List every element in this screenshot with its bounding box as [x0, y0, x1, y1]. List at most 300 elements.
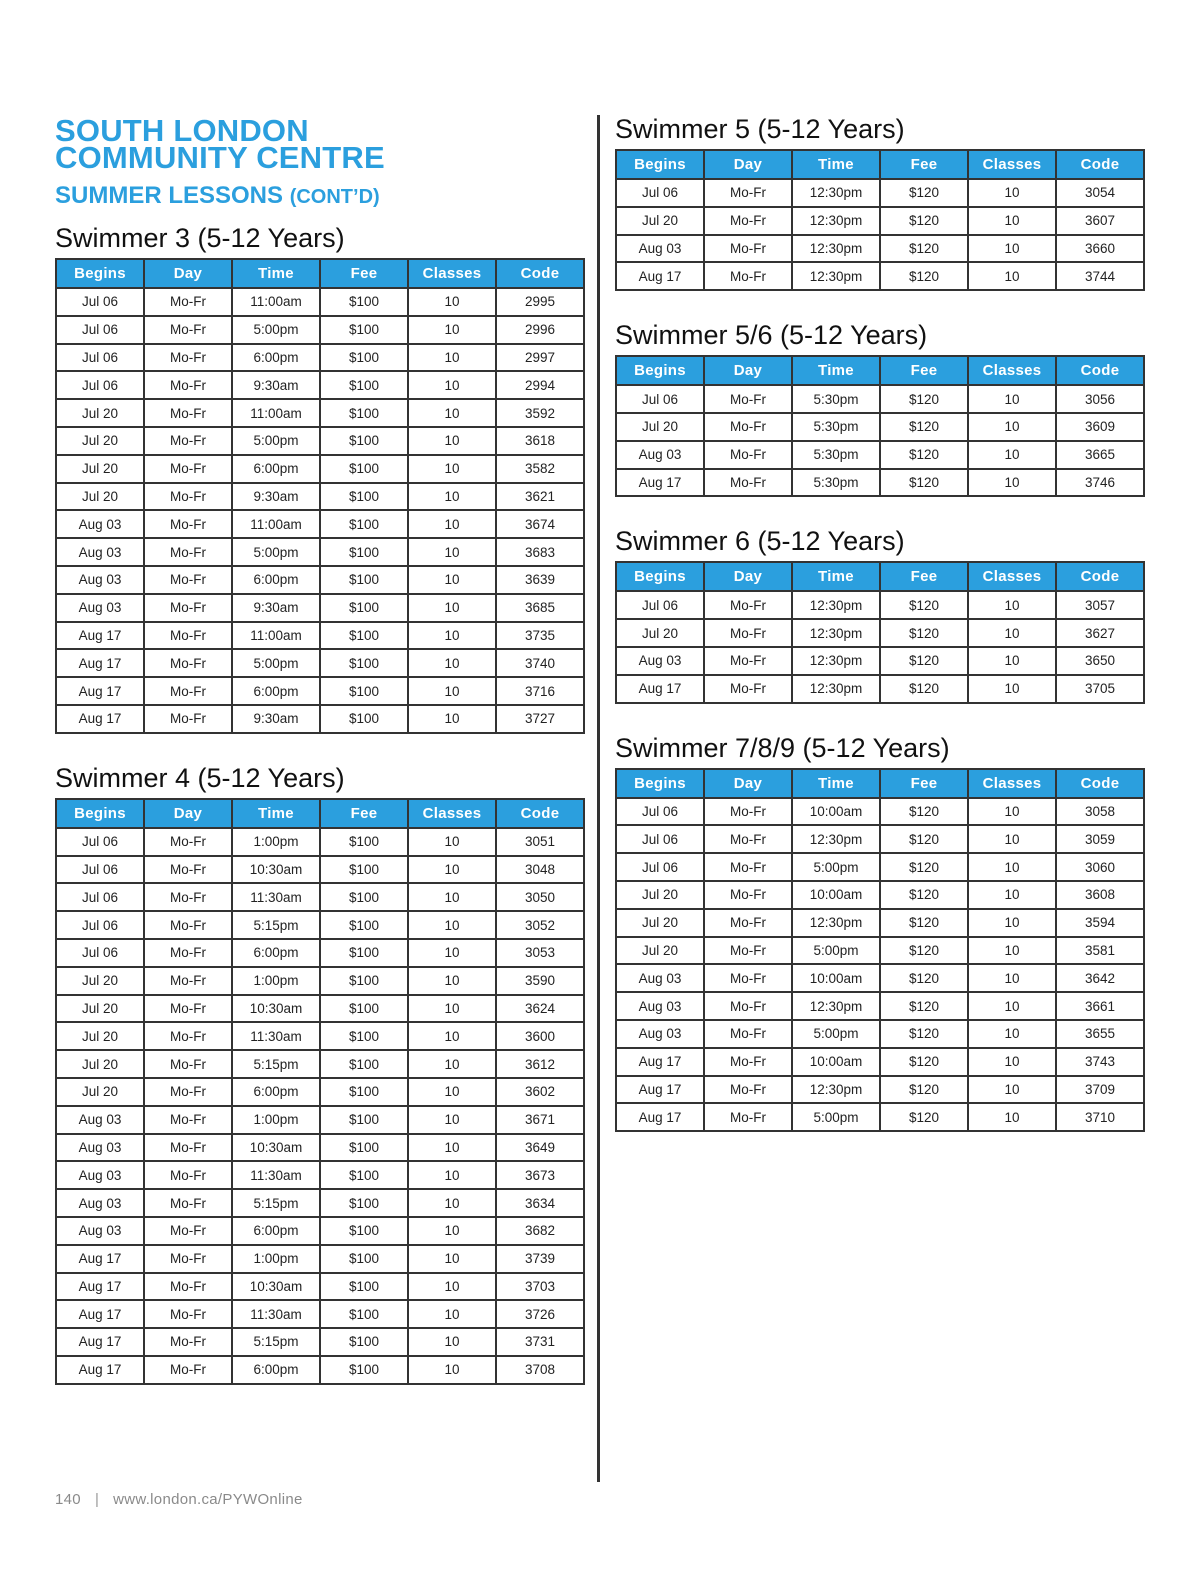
cell-code: 3609 [1056, 413, 1144, 441]
column-header-day: Day [704, 562, 792, 591]
cell-begins: Jul 06 [616, 385, 704, 413]
centre-title-line2: COMMUNITY CENTRE [55, 140, 385, 175]
cell-code: 3058 [1056, 798, 1144, 826]
cell-fee: $120 [880, 675, 968, 703]
table-row [616, 441, 1144, 469]
cell-begins: Jul 06 [56, 316, 144, 344]
column-header-begins: Begins [56, 799, 144, 828]
cell-day: Mo-Fr [144, 622, 232, 650]
table-row [56, 399, 584, 427]
cell-day: Mo-Fr [144, 316, 232, 344]
cell-fee: $100 [320, 622, 408, 650]
cell-time: 12:30pm [792, 619, 880, 647]
cell-day: Mo-Fr [144, 649, 232, 677]
cell-day: Mo-Fr [704, 591, 792, 619]
table-row [616, 619, 1144, 647]
cell-code: 3600 [496, 1022, 584, 1050]
cell-fee: $100 [320, 1328, 408, 1356]
cell-time: 11:30am [232, 1161, 320, 1189]
cell-time: 6:00pm [232, 1078, 320, 1106]
cell-classes: 10 [408, 566, 496, 594]
cell-day: Mo-Fr [144, 1245, 232, 1273]
cell-begins: Aug 17 [616, 675, 704, 703]
cell-code: 3621 [496, 483, 584, 511]
cell-day: Mo-Fr [704, 469, 792, 497]
table-row [56, 344, 584, 372]
table-row [56, 1022, 584, 1050]
cell-begins: Jul 06 [616, 798, 704, 826]
column-header-time: Time [792, 356, 880, 385]
cell-code: 3590 [496, 967, 584, 995]
cell-fee: $100 [320, 1134, 408, 1162]
cell-fee: $100 [320, 316, 408, 344]
cell-time: 12:30pm [792, 179, 880, 207]
centre-title-line1: SOUTH LONDON [55, 113, 309, 148]
cell-begins: Aug 03 [56, 1189, 144, 1217]
cell-fee: $120 [880, 1103, 968, 1131]
cell-day: Mo-Fr [144, 939, 232, 967]
cell-day: Mo-Fr [704, 441, 792, 469]
column-header-time: Time [232, 259, 320, 288]
cell-day: Mo-Fr [704, 675, 792, 703]
section-title: Swimmer 5 (5-12 Years) [615, 114, 905, 144]
cell-day: Mo-Fr [704, 1076, 792, 1104]
cell-fee: $100 [320, 483, 408, 511]
table-row [56, 1134, 584, 1162]
cell-classes: 10 [968, 591, 1056, 619]
table-row [616, 647, 1144, 675]
column-header-time: Time [792, 769, 880, 798]
table-row [56, 594, 584, 622]
cell-time: 10:30am [232, 995, 320, 1023]
table-row [56, 371, 584, 399]
cell-day: Mo-Fr [144, 566, 232, 594]
cell-begins: Jul 06 [56, 939, 144, 967]
cell-fee: $120 [880, 1076, 968, 1104]
cell-begins: Aug 17 [56, 677, 144, 705]
cell-classes: 10 [968, 964, 1056, 992]
cell-day: Mo-Fr [144, 1050, 232, 1078]
column-divider [597, 115, 600, 1482]
cell-begins: Jul 06 [616, 825, 704, 853]
footer-url[interactable]: www.london.ca/PYWOnline [113, 1491, 303, 1508]
table-row [56, 1300, 584, 1328]
cell-time: 6:00pm [232, 939, 320, 967]
cell-classes: 10 [408, 1022, 496, 1050]
cell-classes: 10 [968, 992, 1056, 1020]
cell-classes: 10 [408, 1106, 496, 1134]
cell-begins: Aug 03 [56, 1161, 144, 1189]
cell-begins: Jul 06 [616, 853, 704, 881]
cell-day: Mo-Fr [144, 455, 232, 483]
cell-day: Mo-Fr [144, 995, 232, 1023]
cell-time: 5:15pm [232, 1050, 320, 1078]
table-row [616, 881, 1144, 909]
cell-fee: $120 [880, 881, 968, 909]
column-header-fee: Fee [320, 799, 408, 828]
table-row [56, 1245, 584, 1273]
cell-classes: 10 [408, 483, 496, 511]
cell-classes: 10 [408, 705, 496, 733]
section-swimmer-6 [615, 525, 1145, 703]
cell-code: 3054 [1056, 179, 1144, 207]
cell-day: Mo-Fr [704, 964, 792, 992]
column-header-code: Code [1056, 356, 1144, 385]
cell-time: 6:00pm [232, 1356, 320, 1384]
cell-code: 3655 [1056, 1020, 1144, 1048]
cell-day: Mo-Fr [144, 1106, 232, 1134]
column-header-time: Time [232, 799, 320, 828]
cell-begins: Jul 06 [56, 856, 144, 884]
cell-classes: 10 [408, 1078, 496, 1106]
cell-classes: 10 [968, 853, 1056, 881]
cell-time: 10:30am [232, 856, 320, 884]
cell-classes: 10 [968, 207, 1056, 235]
table-row [56, 1106, 584, 1134]
column-header-classes: Classes [968, 769, 1056, 798]
cell-day: Mo-Fr [144, 1189, 232, 1217]
cell-classes: 10 [968, 909, 1056, 937]
table-row [56, 622, 584, 650]
cell-fee: $100 [320, 883, 408, 911]
cell-begins: Aug 03 [56, 1217, 144, 1245]
table-row [56, 1356, 584, 1384]
cell-classes: 10 [408, 371, 496, 399]
cell-begins: Jul 06 [616, 591, 704, 619]
cell-day: Mo-Fr [144, 1356, 232, 1384]
cell-fee: $120 [880, 964, 968, 992]
cell-code: 3582 [496, 455, 584, 483]
cell-begins: Aug 17 [616, 1048, 704, 1076]
cell-classes: 10 [968, 441, 1056, 469]
cell-begins: Jul 06 [56, 883, 144, 911]
cell-begins: Aug 03 [56, 1134, 144, 1162]
cell-time: 6:00pm [232, 1217, 320, 1245]
column-header-code: Code [1056, 769, 1144, 798]
cell-classes: 10 [408, 538, 496, 566]
cell-time: 12:30pm [792, 647, 880, 675]
cell-code: 3052 [496, 911, 584, 939]
cell-classes: 10 [968, 825, 1056, 853]
cell-classes: 10 [968, 413, 1056, 441]
column-header-classes: Classes [408, 259, 496, 288]
cell-code: 3716 [496, 677, 584, 705]
cell-code: 3673 [496, 1161, 584, 1189]
cell-classes: 10 [408, 427, 496, 455]
table-row [56, 967, 584, 995]
cell-begins: Jul 20 [56, 967, 144, 995]
table-row [56, 1189, 584, 1217]
cell-time: 12:30pm [792, 825, 880, 853]
cell-classes: 10 [408, 1217, 496, 1245]
cell-begins: Aug 03 [616, 441, 704, 469]
cell-time: 11:00am [232, 510, 320, 538]
cell-classes: 10 [408, 967, 496, 995]
cell-time: 11:00am [232, 288, 320, 316]
cell-code: 3665 [1056, 441, 1144, 469]
table-row [56, 316, 584, 344]
column-header-fee: Fee [880, 769, 968, 798]
cell-time: 1:00pm [232, 828, 320, 856]
cell-time: 5:00pm [232, 316, 320, 344]
cell-classes: 10 [968, 469, 1056, 497]
cell-day: Mo-Fr [144, 483, 232, 511]
cell-fee: $120 [880, 262, 968, 290]
cell-code: 3607 [1056, 207, 1144, 235]
cell-begins: Jul 06 [616, 179, 704, 207]
cell-classes: 10 [408, 883, 496, 911]
section-swimmer-3 [55, 222, 585, 734]
cell-day: Mo-Fr [704, 853, 792, 881]
cell-classes: 10 [408, 939, 496, 967]
table-header-row [616, 356, 1144, 385]
table-row [56, 939, 584, 967]
cell-fee: $120 [880, 909, 968, 937]
cell-fee: $100 [320, 1245, 408, 1273]
cell-fee: $100 [320, 1106, 408, 1134]
cell-day: Mo-Fr [144, 1300, 232, 1328]
cell-classes: 10 [408, 510, 496, 538]
cell-fee: $100 [320, 538, 408, 566]
cell-begins: Jul 06 [56, 288, 144, 316]
cell-day: Mo-Fr [144, 371, 232, 399]
cell-classes: 10 [968, 881, 1056, 909]
table-row [616, 591, 1144, 619]
cell-code: 3660 [1056, 235, 1144, 263]
table-row [56, 1050, 584, 1078]
table-row [56, 911, 584, 939]
column-header-begins: Begins [616, 562, 704, 591]
cell-classes: 10 [408, 1161, 496, 1189]
cell-day: Mo-Fr [144, 1328, 232, 1356]
page-subtitle [55, 181, 585, 212]
cell-classes: 10 [968, 619, 1056, 647]
table-row [56, 995, 584, 1023]
cell-classes: 10 [408, 995, 496, 1023]
cell-code: 3634 [496, 1189, 584, 1217]
cell-begins: Jul 20 [616, 881, 704, 909]
cell-day: Mo-Fr [144, 911, 232, 939]
cell-begins: Aug 17 [616, 262, 704, 290]
cell-fee: $120 [880, 992, 968, 1020]
cell-fee: $100 [320, 967, 408, 995]
cell-begins: Aug 17 [616, 1103, 704, 1131]
cell-begins: Aug 17 [56, 1328, 144, 1356]
table-row [56, 1328, 584, 1356]
table-row [616, 825, 1144, 853]
cell-day: Mo-Fr [144, 399, 232, 427]
table-row [616, 385, 1144, 413]
cell-time: 10:00am [792, 964, 880, 992]
column-header-classes: Classes [968, 562, 1056, 591]
cell-day: Mo-Fr [704, 825, 792, 853]
cell-day: Mo-Fr [144, 1161, 232, 1189]
table-row [56, 1078, 584, 1106]
cell-classes: 10 [408, 911, 496, 939]
cell-time: 5:00pm [792, 853, 880, 881]
cell-time: 10:00am [792, 798, 880, 826]
table-row [616, 179, 1144, 207]
cell-time: 12:30pm [792, 1076, 880, 1104]
column-header-day: Day [144, 799, 232, 828]
cell-fee: $100 [320, 705, 408, 733]
cell-classes: 10 [408, 1273, 496, 1301]
table-row [56, 427, 584, 455]
cell-classes: 10 [408, 622, 496, 650]
cell-begins: Aug 17 [56, 1245, 144, 1273]
section-title: Swimmer 7/8/9 (5-12 Years) [615, 732, 950, 763]
cell-begins: Jul 06 [56, 344, 144, 372]
cell-classes: 10 [968, 937, 1056, 965]
cell-time: 5:00pm [792, 1103, 880, 1131]
cell-code: 3735 [496, 622, 584, 650]
cell-code: 3708 [496, 1356, 584, 1384]
cell-time: 5:30pm [792, 413, 880, 441]
cell-classes: 10 [408, 1134, 496, 1162]
table-row [616, 1076, 1144, 1104]
cell-time: 5:30pm [792, 385, 880, 413]
cell-code: 3059 [1056, 825, 1144, 853]
subtitle-main: SUMMER LESSONS [55, 182, 284, 209]
schedule-table [55, 798, 585, 1385]
cell-day: Mo-Fr [704, 647, 792, 675]
cell-code: 3053 [496, 939, 584, 967]
cell-fee: $100 [320, 856, 408, 884]
cell-time: 5:15pm [232, 1328, 320, 1356]
column-header-begins: Begins [616, 356, 704, 385]
cell-time: 10:30am [232, 1134, 320, 1162]
column-header-fee: Fee [880, 562, 968, 591]
cell-code: 2996 [496, 316, 584, 344]
cell-fee: $120 [880, 385, 968, 413]
cell-begins: Aug 17 [56, 1273, 144, 1301]
cell-code: 3048 [496, 856, 584, 884]
cell-code: 3685 [496, 594, 584, 622]
column-header-time: Time [792, 562, 880, 591]
cell-day: Mo-Fr [704, 413, 792, 441]
cell-day: Mo-Fr [704, 207, 792, 235]
cell-day: Mo-Fr [144, 856, 232, 884]
cell-begins: Jul 20 [616, 909, 704, 937]
cell-fee: $100 [320, 677, 408, 705]
table-header-row [56, 259, 584, 288]
table-row [616, 1103, 1144, 1131]
cell-classes: 10 [408, 455, 496, 483]
cell-time: 11:30am [232, 883, 320, 911]
cell-begins: Jul 20 [56, 995, 144, 1023]
table-row [56, 828, 584, 856]
cell-time: 5:00pm [232, 649, 320, 677]
cell-begins: Jul 20 [56, 1050, 144, 1078]
cell-classes: 10 [408, 1300, 496, 1328]
table-row [616, 909, 1144, 937]
cell-code: 3050 [496, 883, 584, 911]
column-header-fee: Fee [880, 150, 968, 179]
cell-code: 3608 [1056, 881, 1144, 909]
cell-code: 3642 [1056, 964, 1144, 992]
table-row [56, 566, 584, 594]
cell-code: 3649 [496, 1134, 584, 1162]
table-row [616, 262, 1144, 290]
cell-begins: Jul 06 [56, 371, 144, 399]
table-row [616, 992, 1144, 1020]
cell-fee: $100 [320, 1273, 408, 1301]
cell-time: 9:30am [232, 705, 320, 733]
cell-time: 12:30pm [792, 992, 880, 1020]
cell-day: Mo-Fr [704, 798, 792, 826]
cell-fee: $100 [320, 995, 408, 1023]
cell-day: Mo-Fr [704, 385, 792, 413]
section-swimmer-5-6 [615, 319, 1145, 497]
cell-classes: 10 [968, 647, 1056, 675]
cell-fee: $100 [320, 566, 408, 594]
cell-time: 6:00pm [232, 677, 320, 705]
cell-fee: $120 [880, 441, 968, 469]
cell-day: Mo-Fr [704, 262, 792, 290]
schedule-table [615, 355, 1145, 497]
cell-code: 3705 [1056, 675, 1144, 703]
section-swimmer-5 [615, 113, 1145, 291]
cell-begins: Jul 20 [56, 427, 144, 455]
section-swimmer-7-8-9 [615, 732, 1145, 1133]
cell-fee: $120 [880, 179, 968, 207]
cell-fee: $120 [880, 853, 968, 881]
cell-day: Mo-Fr [144, 427, 232, 455]
table-row [616, 1020, 1144, 1048]
cell-code: 3703 [496, 1273, 584, 1301]
page-footer [55, 1491, 303, 1508]
section-swimmer-4 [55, 762, 585, 1385]
table-header-row [616, 562, 1144, 591]
column-header-classes: Classes [968, 356, 1056, 385]
cell-code: 3612 [496, 1050, 584, 1078]
table-row [56, 538, 584, 566]
cell-fee: $100 [320, 1161, 408, 1189]
cell-begins: Jul 20 [616, 937, 704, 965]
cell-code: 3627 [1056, 619, 1144, 647]
cell-begins: Jul 20 [616, 413, 704, 441]
cell-fee: $100 [320, 594, 408, 622]
cell-fee: $100 [320, 1189, 408, 1217]
cell-fee: $120 [880, 937, 968, 965]
section-title: Swimmer 3 (5-12 Years) [55, 223, 345, 253]
cell-begins: Aug 03 [616, 964, 704, 992]
cell-classes: 10 [968, 1103, 1056, 1131]
table-row [56, 288, 584, 316]
column-header-day: Day [144, 259, 232, 288]
cell-fee: $120 [880, 798, 968, 826]
cell-begins: Aug 17 [56, 1300, 144, 1328]
page-number: 140 [55, 1491, 81, 1508]
cell-classes: 10 [408, 828, 496, 856]
cell-classes: 10 [968, 798, 1056, 826]
cell-classes: 10 [408, 399, 496, 427]
cell-fee: $100 [320, 1356, 408, 1384]
cell-day: Mo-Fr [144, 828, 232, 856]
cell-begins: Aug 03 [56, 510, 144, 538]
cell-fee: $100 [320, 371, 408, 399]
cell-day: Mo-Fr [704, 619, 792, 647]
cell-code: 3743 [1056, 1048, 1144, 1076]
cell-code: 2994 [496, 371, 584, 399]
cell-code: 3618 [496, 427, 584, 455]
cell-fee: $120 [880, 591, 968, 619]
cell-fee: $120 [880, 207, 968, 235]
table-row [56, 705, 584, 733]
cell-fee: $100 [320, 1300, 408, 1328]
cell-fee: $120 [880, 619, 968, 647]
table-header-row [616, 769, 1144, 798]
